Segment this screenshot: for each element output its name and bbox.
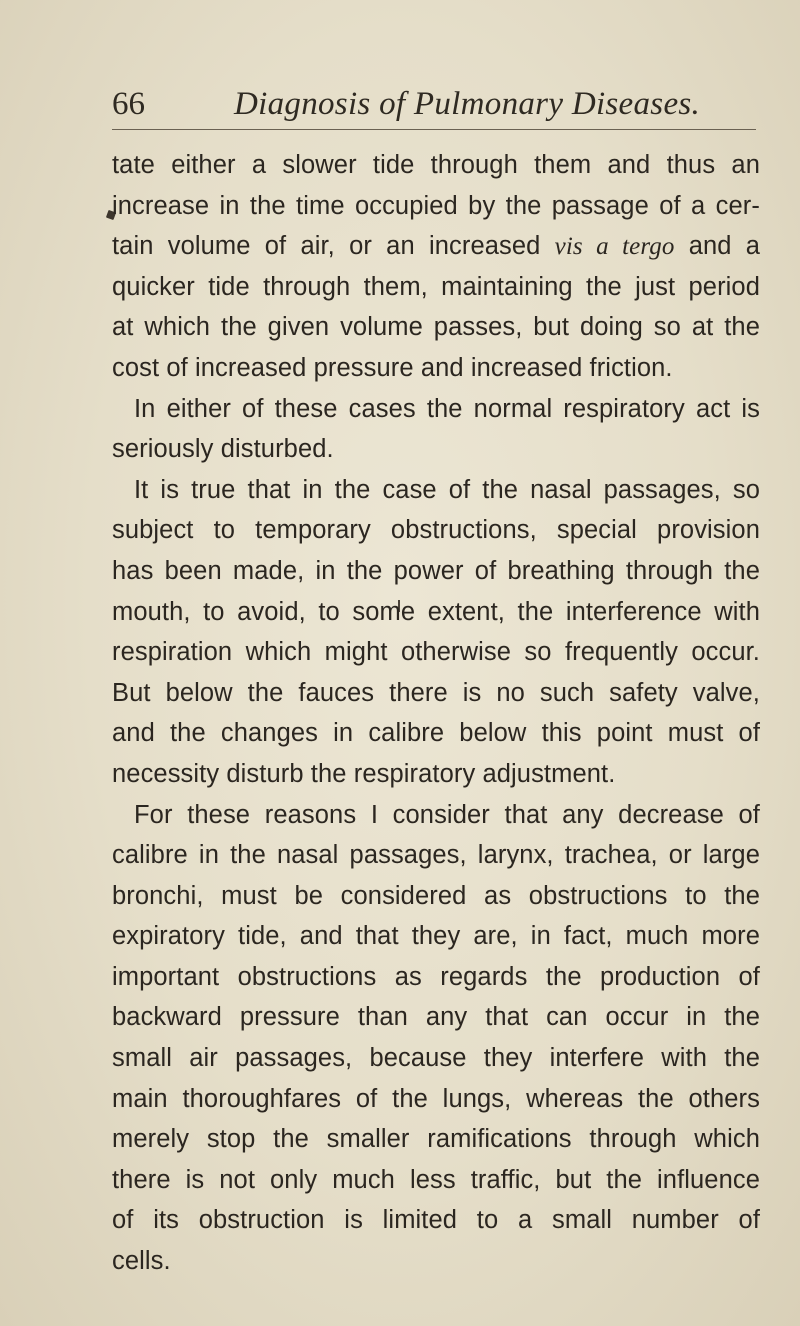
text-line: has been made, in the power of breathing through the [112,556,760,585]
running-head [112,80,756,128]
text-line: expiratory tide, and that they are, in fact, much more [112,922,760,951]
text-line: seriously disturbed. [112,435,334,464]
text-line: subject to temporary obstructions, special provision [112,516,760,545]
header-rule [112,129,756,130]
italic-phrase: vis a tergo [554,233,675,261]
text-line: cells. [112,1247,171,1276]
text-run: tain volume of air, or an increased [112,232,541,261]
text-line: But below the fauces there is no such safety valve, [112,678,760,707]
body-text [112,145,760,1282]
text-line: In either of these cases the normal respiratory act is [134,394,760,423]
text-line: It is true that in the case of the nasal passages, so [134,475,760,504]
text-line: tate either a slower tide through them and thus an [112,151,760,179]
text-line: merely stop the smaller ramifications through which [112,1125,760,1154]
text-line: there is not only much less traffic, but the influence [112,1165,760,1194]
running-title: Diagnosis of Pulmonary Diseases. [234,86,701,122]
text-line: bronchi, must be considered as obstructions to the [112,881,760,910]
text-line: backward pressure than any that can occur in the [112,1003,760,1032]
text-line: of its obstruction is limited to a small number of [112,1206,760,1235]
text-run: and a [688,232,761,261]
text-line: cost of increased pressure and increased friction. [112,353,673,382]
text-line: main thoroughfares of the lungs, whereas the others [112,1084,760,1113]
text-line [112,226,760,267]
text-line: important obstructions as regards the production of [112,962,760,991]
text-line: respiration which might otherwise so frequently occur. [112,638,760,667]
text-line: necessity disturb the respiratory adjustment. [112,759,616,788]
text-line: at which the given volume passes, but doing so at the [112,313,760,342]
text-line: mouth, to avoid, to some extent, the interference with [112,597,760,626]
text-line: increase in the time occupied by the passage of a cer- [112,191,760,220]
page-number: 66 [112,86,145,122]
text-line: For these reasons I consider that any decrease of [134,800,760,829]
text-line: calibre in the nasal passages, larynx, trachea, or large [112,841,760,870]
text-line: small air passages, because they interfere with the [112,1044,760,1073]
text-line: quicker tide through them, maintaining the just period [112,272,760,301]
text-line: and the changes in calibre below this point must of [112,719,760,748]
